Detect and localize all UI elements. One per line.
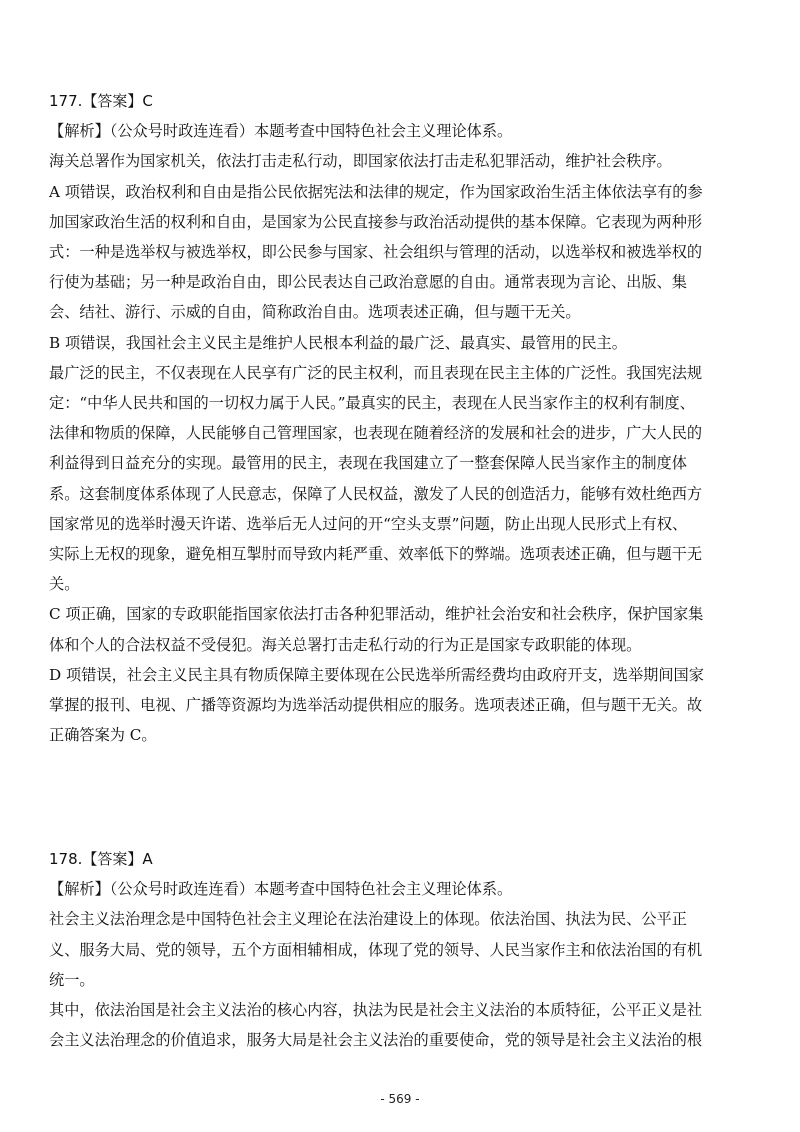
answer-title: 177.【答案】C <box>49 92 153 110</box>
text-line: 会、结社、游行、示威的自由，简称政治自由。选项表述正确，但与题干无关。 <box>49 303 581 322</box>
text-line: 关。 <box>49 575 80 594</box>
answer-177 <box>49 86 761 750</box>
text-line: 国家常见的选举时漫天许诺、选举后无人过问的开“空头支票”问题，防止出现人民形式上有权、 <box>49 514 688 533</box>
text-line: 其中，依法治国是社会主义法治的核心内容，执法为民是社会主义法治的本质特征，公平正义是社 <box>49 1001 703 1020</box>
text-line: 【解析】（公众号时政连连看）本题考查中国特色社会主义理论体系。 <box>49 880 513 899</box>
page-number: - 569 - <box>380 1092 420 1106</box>
text-line: 统一。 <box>49 970 95 989</box>
text-line: 定：“中华人民共和国的一切权力属于人民。”最真实的民主，表现在人民当家作主的权利有制度、 <box>49 394 695 413</box>
text-line: 最广泛的民主，不仅表现在人民享有广泛的民主权利，而且表现在民主主体的广泛性。我国宪法规 <box>49 363 703 382</box>
text-line: 行使为基础；另一种是政治自由，即公民表达自己政治意愿的自由。通常表现为言论、出版、集 <box>49 273 687 292</box>
text-line: 体和个人的合法权益不受侵犯。海关总署打击走私行动的行为正是国家专政职能的体现。 <box>49 635 642 654</box>
text-line: D 项错误，社会主义民主具有物质保障主要体现在公民选举所需经费均由政府开支，选举期间国家 <box>49 665 704 684</box>
text-line: 社会主义法治理念是中国特色社会主义理论在法治建设上的体现。依法治国、执法为民、公平正 <box>49 910 687 929</box>
answer-title: 178.【答案】A <box>49 850 153 868</box>
text-line: 加国家政治生活的权利和自由，是国家为公民直接参与政治活动提供的基本保障。它表现为两种形 <box>49 212 703 231</box>
answer-178 <box>49 844 761 1055</box>
text-line: 会主义法治理念的价值追求，服务大局是社会主义法治的重要使命，党的领导是社会主义法治的根 <box>49 1031 703 1050</box>
answer-body <box>49 116 761 750</box>
text-line: 利益得到日益充分的实现。最管用的民主，表现在我国建立了一整套保障人民当家作主的制度体 <box>49 454 687 473</box>
text-line: 【解析】（公众号时政连连看）本题考查中国特色社会主义理论体系。 <box>49 122 513 141</box>
text-line: A 项错误，政治权利和自由是指公民依据宪法和法律的规定，作为国家政治生活主体依法享有的参 <box>49 182 703 201</box>
text-line: B 项错误，我国社会主义民主是维护人民根本利益的最广泛、最真实、最管用的民主。 <box>49 333 627 352</box>
text-line: 海关总署作为国家机关，依法打击走私行动，即国家依法打击走私犯罪活动，维护社会秩序。 <box>49 152 672 171</box>
text-line: C 项正确，国家的专政职能指国家依法打击各种犯罪活动，维护社会治安和社会秩序，保护国家集 <box>49 605 704 624</box>
text-line: 式：一种是选举权与被选举权，即公民参与国家、社会组织与管理的活动，以选举权和被选举权的 <box>49 243 703 262</box>
text-line: 正确答案为 C。 <box>49 726 157 745</box>
text-line: 掌握的报刊、电视、广播等资源均为选举活动提供相应的服务。选项表述正确，但与题干无关。故 <box>49 696 703 715</box>
text-line: 系。这套制度体系体现了人民意志，保障了人民权益，激发了人民的创造活力，能够有效杜绝西方 <box>49 484 703 503</box>
text-line: 义、服务大局、党的领导，五个方面相辅相成，体现了党的领导、人民当家作主和依法治国的有机 <box>49 940 703 959</box>
answer-body <box>49 874 761 1055</box>
text-line: 实际上无权的现象，避免相互掣肘而导致内耗严重、效率低下的弊端。选项表述正确，但与题干无 <box>49 545 703 564</box>
text-line: 法律和物质的保障，人民能够自己管理国家，也表现在随着经济的发展和社会的进步，广大人民的 <box>49 424 703 443</box>
